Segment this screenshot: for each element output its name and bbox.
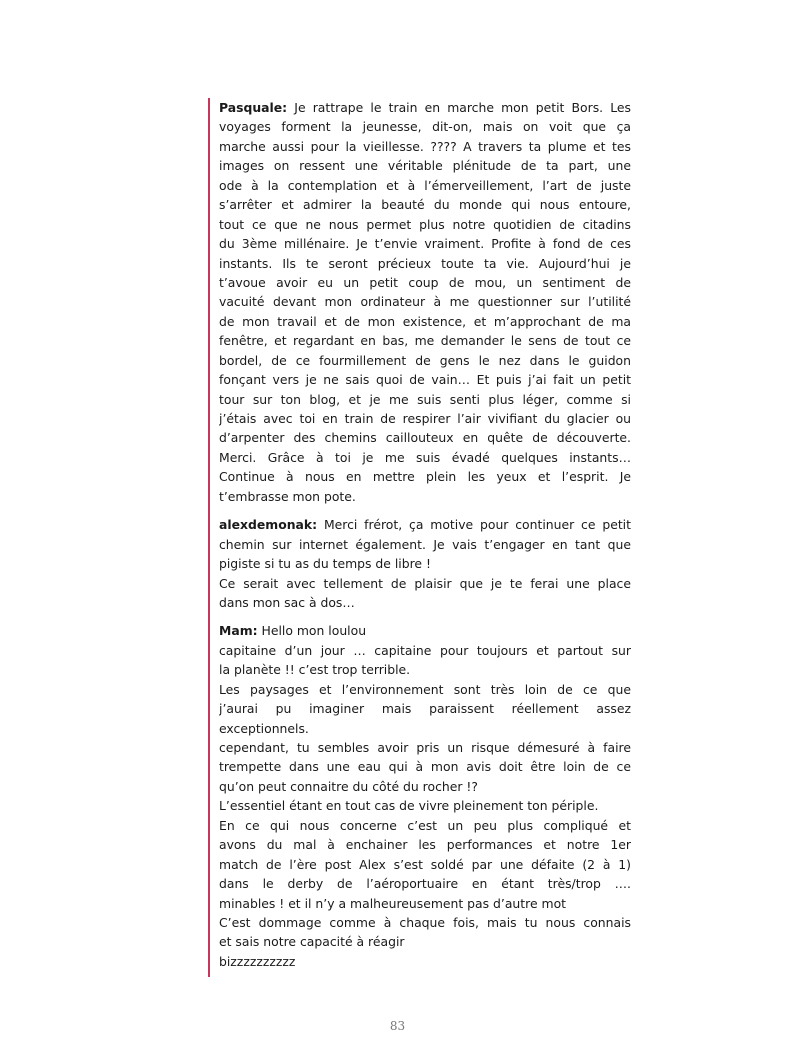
comment-line bbox=[219, 215, 631, 234]
comment-text: voyages forment la jeunesse, dit-on, mais on voit que ça bbox=[219, 119, 631, 135]
comment-line bbox=[219, 574, 631, 593]
comment-text: dans le derby de l’aéroportuaire en étant très/trop …. bbox=[219, 876, 631, 892]
comment-line bbox=[219, 409, 631, 428]
comment-line bbox=[219, 176, 631, 195]
comment-text: Hello mon loulou bbox=[261, 623, 367, 639]
comment-text: instants. Ils te seront précieux toute ta vie. Aujourd’hui je bbox=[219, 255, 631, 271]
comment-text: avons du mal à enchainer les performances et notre 1er bbox=[219, 837, 631, 853]
comment-text: la planète !! c’est trop terrible. bbox=[219, 662, 411, 678]
comment-text: Continue à nous en mettre plein les yeux et l’esprit. Je bbox=[219, 469, 631, 485]
blog-comments-quote bbox=[208, 98, 631, 977]
comment-text: fenêtre, et regardant en bas, me demander le sens de tout ce bbox=[219, 333, 631, 349]
comment-line bbox=[219, 796, 631, 815]
comment-text: t’embrasse mon pote. bbox=[219, 488, 356, 504]
comment-line bbox=[219, 292, 631, 311]
comment-text: ode à la contemplation et à l’émerveillement, l’art de juste bbox=[219, 177, 631, 193]
comment-line bbox=[219, 487, 631, 506]
comment-text: qu’on peut connaitre du côté du rocher !? bbox=[219, 778, 478, 794]
comment-line bbox=[219, 98, 631, 117]
comment bbox=[219, 98, 631, 506]
comment-author: alexdemonak: bbox=[219, 517, 318, 533]
comment-text: En ce qui nous concerne c’est un peu plus compliqué et bbox=[219, 817, 631, 833]
comment-text: Je rattrape le train en marche mon petit Bors. Les bbox=[294, 100, 631, 115]
comment-text: chemin sur internet également. Je vais t’engager en tant que bbox=[219, 536, 631, 552]
comment-line bbox=[219, 593, 631, 612]
comment-text: exceptionnels. bbox=[219, 720, 309, 736]
comment-line bbox=[219, 195, 631, 214]
comment-text: match de l’ère post Alex s’est soldé par une défaite (2 à 1) bbox=[219, 856, 631, 872]
comment-line bbox=[219, 699, 631, 718]
comment-line bbox=[219, 117, 631, 136]
comment-line bbox=[219, 390, 631, 409]
comment-line bbox=[219, 894, 631, 913]
comment-text: trempette dans une eau qui à mon avis doit être loin de ce bbox=[219, 759, 631, 775]
comment bbox=[219, 515, 631, 612]
comment-text: dans mon sac à dos… bbox=[219, 594, 355, 610]
comment-line bbox=[219, 855, 631, 874]
comment-author: Mam: bbox=[219, 623, 258, 639]
comment-line bbox=[219, 913, 631, 932]
comment-line bbox=[219, 719, 631, 738]
comment-line bbox=[219, 273, 631, 292]
comment-text: Ce serait avec tellement de plaisir que je te ferai une place bbox=[219, 575, 631, 591]
comment-text: tour sur ton blog, et je me suis senti plus léger, comme si bbox=[219, 391, 631, 407]
comment-line bbox=[219, 448, 631, 467]
comment-line bbox=[219, 515, 631, 534]
comment-line bbox=[219, 757, 631, 776]
comment-text: fonçant vers je ne sais quoi de vain… Et puis j’ai fait un petit bbox=[219, 372, 631, 388]
comment-line bbox=[219, 641, 631, 660]
comment-text: j’aurai pu imaginer mais paraissent réellement assez bbox=[219, 701, 631, 717]
comment-line bbox=[219, 312, 631, 331]
comment-text: Les paysages et l’environnement sont très loin de ce que bbox=[219, 681, 631, 697]
page-number: 83 bbox=[389, 1019, 406, 1033]
comment-text: d’arpenter des chemins caillouteux en quête de découverte. bbox=[219, 430, 631, 446]
comment-text: s’arrêter et admirer la beauté du monde qui nous entoure, bbox=[219, 197, 631, 213]
comment-line bbox=[219, 816, 631, 835]
comment-line bbox=[219, 874, 631, 893]
comment-line bbox=[219, 554, 631, 573]
comment-text: marche aussi pour la vieillesse. ???? A travers ta plume et tes bbox=[219, 138, 631, 154]
comment-line bbox=[219, 738, 631, 757]
comment-line bbox=[219, 234, 631, 253]
comment-line bbox=[219, 777, 631, 796]
comment-text: t’avoue avoir eu un petit coup de mou, un sentiment de bbox=[219, 274, 631, 290]
comment-line bbox=[219, 156, 631, 175]
comment-line bbox=[219, 952, 631, 971]
comment-line bbox=[219, 932, 631, 951]
comment-author: Pasquale: bbox=[219, 100, 288, 115]
comment-text: images on ressent une véritable plénitude de ta part, une bbox=[219, 158, 631, 174]
comment-text: L’essentiel étant en tout cas de vivre pleinement ton périple. bbox=[219, 798, 599, 814]
comment-line bbox=[219, 660, 631, 679]
comment-text: du 3ème millénaire. Je t’envie vraiment. Profite à fond de ces bbox=[219, 236, 631, 252]
comment-text: Merci. Grâce à toi je me suis évadé quelques instants… bbox=[219, 449, 631, 465]
comment-text: capitaine d’un jour … capitaine pour toujours et partout sur bbox=[219, 642, 631, 658]
comment-line bbox=[219, 621, 631, 640]
comment-line bbox=[219, 331, 631, 350]
comment-line bbox=[219, 535, 631, 554]
comment-text: Merci frérot, ça motive pour continuer ce petit bbox=[323, 517, 631, 533]
comment-text: tout ce que ne nous permet plus notre quotidien de citadins bbox=[219, 216, 631, 232]
comment-line bbox=[219, 254, 631, 273]
comment bbox=[219, 621, 631, 977]
comment-text: bizzzzzzzzzz bbox=[219, 953, 296, 969]
comment-line bbox=[219, 680, 631, 699]
comment-line bbox=[219, 467, 631, 486]
comment-line bbox=[219, 137, 631, 156]
comment-line bbox=[219, 351, 631, 370]
comment-text: C’est dommage comme à chaque fois, mais tu nous connais bbox=[219, 914, 631, 930]
comment-line bbox=[219, 370, 631, 389]
comment-text: et sais notre capacité à réagir bbox=[219, 934, 405, 950]
comment-text: de mon travail et de mon existence, et m’approchant de ma bbox=[219, 313, 631, 329]
comment-text: cependant, tu sembles avoir pris un risque démesuré à faire bbox=[219, 740, 631, 755]
comment-text: j’étais avec toi en train de respirer l’air vivifiant du glacier ou bbox=[219, 411, 631, 426]
comment-text: vacuité devant mon ordinateur à me questionner sur l’utilité bbox=[219, 294, 631, 310]
comment-text: pigiste si tu as du temps de libre ! bbox=[219, 556, 431, 572]
comment-line bbox=[219, 835, 631, 854]
comment-text: bordel, de ce fourmillement de gens le nez dans le guidon bbox=[219, 352, 631, 368]
comment-line bbox=[219, 428, 631, 447]
comment-text: minables ! et il n’y a malheureusement pas d’autre mot bbox=[219, 895, 567, 911]
